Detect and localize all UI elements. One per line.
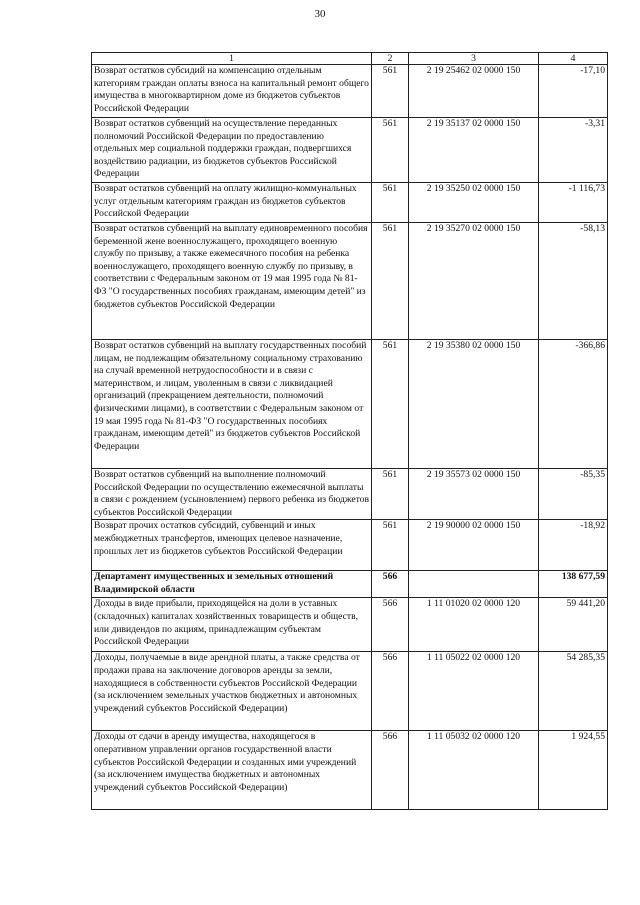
header-col-4: 4: [539, 53, 608, 65]
table-row: [92, 223, 608, 340]
row-name-cell: Возврат остатков субвенций на осуществление переданных полномочий Российской Федерации по предоставлению отдельных мер социальной поддержки граждан, подвергшихся воздействию радиации, из бюджетов субъектов Российской Федерации: [92, 118, 372, 183]
row-admin-code-cell: 566: [372, 598, 409, 652]
row-admin-code-cell: 561: [372, 340, 409, 469]
row-name-cell: Доходы от сдачи в аренду имущества, находящегося в оперативном управлении органов государственной власти субъектов Российской Федерации и созданных ими учреждений (за исключением имущества бюджетных и автономных учреждений субъектов Российской Федерации): [92, 731, 372, 810]
row-admin-code-cell: 561: [372, 183, 409, 223]
table-row: [92, 731, 608, 810]
header-col-2: 2: [372, 53, 409, 65]
table-row: [92, 571, 608, 598]
row-admin-code-cell: 561: [372, 65, 409, 118]
row-name-cell: Возврат остатков субвенций на выплату единовременного пособия беременной жене военнослужащего, проходящего военную службу по призыву, а также ежемесячного пособия на ребенка военнослужащего, проходящего военную службу по призыву, в соответствии с Федеральным законом от 19 мая 1995 года № 81-ФЗ "О государственных пособиях гражданам, имеющим детей" из бюджетов субъектов Российской Федерации: [92, 223, 372, 340]
row-budget-code-cell: 2 19 35137 02 0000 150: [409, 118, 539, 183]
row-admin-code-cell: 566: [372, 652, 409, 731]
row-amount-cell: -85,35: [539, 469, 608, 520]
row-admin-code-cell: 561: [372, 118, 409, 183]
row-budget-code-cell: 2 19 35250 02 0000 150: [409, 183, 539, 223]
table-row: [92, 598, 608, 652]
row-budget-code-cell: 1 11 01020 02 0000 120: [409, 598, 539, 652]
table-row: [92, 340, 608, 469]
row-name-cell: Доходы, получаемые в виде арендной платы, а также средства от продажи права на заключение договоров аренды за земли, находящиеся в собственности субъектов Российской Федерации (за исключением земельных участков бюджетных и автономных учреждений субъектов Российской Федерации): [92, 652, 372, 731]
row-admin-code-cell: 561: [372, 469, 409, 520]
row-admin-code-cell: 566: [372, 571, 409, 598]
row-budget-code-cell: 1 11 05032 02 0000 120: [409, 731, 539, 810]
row-amount-cell: -3,31: [539, 118, 608, 183]
row-amount-cell: -366,86: [539, 340, 608, 469]
row-name-cell: Департамент имущественных и земельных отношений Владимирской области: [92, 571, 372, 598]
row-admin-code-cell: 561: [372, 520, 409, 571]
table-row: [92, 520, 608, 571]
row-budget-code-cell: 2 19 90000 02 0000 150: [409, 520, 539, 571]
row-name-cell: Доходы в виде прибыли, приходящейся на доли в уставных (складочных) капиталах хозяйственных товариществ и обществ, или дивидендов по акциям, принадлежащим субъектам Российской Федерации: [92, 598, 372, 652]
table-row: [92, 65, 608, 118]
row-budget-code-cell: 2 19 35380 02 0000 150: [409, 340, 539, 469]
row-name-cell: Возврат остатков субвенций на выполнение полномочий Российской Федерации по осуществлению ежемесячной выплаты в связи с рождением (усыновлением) первого ребенка из бюджетов субъектов Российской Федерации: [92, 469, 372, 520]
row-name-cell: Возврат остатков субвенций на выплату государственных пособий лицам, не подлежащим обязательному социальному страхованию на случай временной нетрудоспособности и в связи с материнством, и лицам, уволенным в связи с ликвидацией организаций (прекращением деятельности, полномочий физическими лицами), в соответствии с Федеральным законом от 19 мая 1995 года № 81-ФЗ "О государственных пособиях гражданам, имеющим детей" из бюджетов субъектов Российской Федерации: [92, 340, 372, 469]
row-amount-cell: -18,92: [539, 520, 608, 571]
row-amount-cell: -17,10: [539, 65, 608, 118]
row-amount-cell: -1 116,73: [539, 183, 608, 223]
page-number: 30: [314, 8, 326, 20]
row-amount-cell: 1 924,55: [539, 731, 608, 810]
row-admin-code-cell: 561: [372, 223, 409, 340]
row-budget-code-cell: 1 11 05022 02 0000 120: [409, 652, 539, 731]
revenue-table: [91, 52, 608, 810]
row-budget-code-cell: 2 19 25462 02 0000 150: [409, 65, 539, 118]
header-col-3: 3: [409, 53, 539, 65]
table-row: [92, 652, 608, 731]
row-name-cell: Возврат прочих остатков субсидий, субвенций и иных межбюджетных трансфертов, имеющих целевое назначение, прошлых лет из бюджетов субъектов Российской Федерации: [92, 520, 372, 571]
table-row: [92, 469, 608, 520]
table-row: [92, 118, 608, 183]
row-name-cell: Возврат остатков субвенций на оплату жилищно-коммунальных услуг отдельным категориям граждан из бюджетов субъектов Российской Федерации: [92, 183, 372, 223]
row-budget-code-cell: 2 19 35270 02 0000 150: [409, 223, 539, 340]
row-amount-cell: 138 677,59: [539, 571, 608, 598]
row-budget-code-cell: [409, 571, 539, 598]
row-amount-cell: -58,13: [539, 223, 608, 340]
row-budget-code-cell: 2 19 35573 02 0000 150: [409, 469, 539, 520]
row-amount-cell: 54 285,35: [539, 652, 608, 731]
header-col-1: 1: [92, 53, 372, 65]
table-row: [92, 183, 608, 223]
page-bottom-margin: [0, 897, 640, 905]
row-admin-code-cell: 566: [372, 731, 409, 810]
row-name-cell: Возврат остатков субсидий на компенсацию отдельным категориям граждан оплаты взноса на капитальный ремонт общего имущества в многоквартирном доме из бюджетов субъектов Российской Федерации: [92, 65, 372, 118]
table-header-row: [92, 53, 608, 65]
row-amount-cell: 59 441,20: [539, 598, 608, 652]
